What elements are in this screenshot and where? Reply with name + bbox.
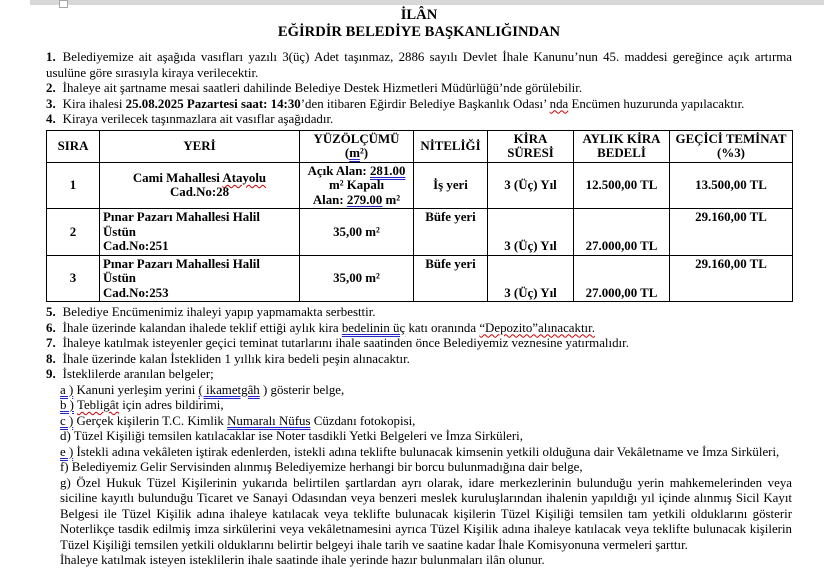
text-segment: katı oranında [405,320,480,335]
cell-line [577,239,666,254]
subclause-item [60,476,792,554]
text-segment: İsteklilerde aranılan belgeler; [62,367,214,381]
text-segment: Belediye Encümenimiz ihaleyi yapıp yapmamakta serbesttir. [62,305,376,319]
cell-line [50,178,96,193]
text-segment: Pınar Pazarı Mahallesi Halil Üstün [103,256,260,285]
text-segment: Cami Mahallesi [132,170,223,185]
doc-subtitle: EĞİRDİR BELEDİYE BAŞKANLIĞINDAN [277,24,561,40]
item-number: 5. [46,305,56,319]
text-segment: Cad.No:28 [169,185,230,200]
cell-line [50,225,96,240]
table-header-row-container [47,130,793,162]
cell-line [103,286,296,301]
text-segment: m² Kapalı [328,178,385,192]
item-number: 4. [46,112,56,126]
table-row [47,209,793,256]
cell-line [303,225,410,240]
text-segment: ²) [359,146,369,160]
text-segment: 3 (Üç) Yıl [504,178,557,192]
intro-item [46,97,792,113]
text-segment: 29.160,00 TL [695,210,767,224]
table-cell [47,255,100,302]
text-segment: İş yeri [433,178,468,192]
text-segment: SIRA [57,138,89,153]
table-cell [100,209,300,256]
cell-line [577,286,666,301]
text-segment: g) Özel Hukuk Tüzel Kişilerinin yukarıda belirtilen şartlardan ayrı olarak, idare merkezlerinin bulunduğu yerin mahkemelerinden veya siciline kayıtlı bulunduğu Ticaret ve Sanayi Odasından veya benzeri meslek kuruluşlarından ihalenin yapıldığı yıl içinde alınmış Sicil Kayıt Belgesi ile Tüzel Kişilik adına ihaleye katılacak veya teklifte bulunacak kişilerin Tüzel Kişiliği temsilen tam yetkili olduklarını gösterir Noterlikçe tasdik edilmiş imza sirkülerini veya vekâletnamesini ayrıca Tüzel Kişilik adına ihaleye katılacak veya teklifte bulunacak kişilerin Tüzel Kişiliği temsilen yetkili olduklarını belirtir belgeyi ihale tarih ve saatine kadar İhale Komisyonuna vermeleri şarttır. [60,475,792,552]
text-segment: d) Tüzel Kişiliği temsilen katılacaklar ise Noter tasdikli Yetki Belgeleri ve İmza Sirküleri, [60,429,523,443]
table-cell [100,255,300,302]
properties-table [46,130,793,303]
term-item [46,305,792,321]
table-cell [670,255,793,302]
intro-list [46,50,792,128]
header-line [50,139,96,154]
subclause-item [60,398,792,414]
text-segment: 27.000,00 TL [585,239,658,253]
cell-line [303,178,410,193]
table-cell [47,162,100,209]
cell-line [491,178,570,193]
table-cell [488,255,574,302]
text-segment: İstekli adına vekâleten iştirak edenlerden, istekli adına teklifte bulunacak kimsenin yetkili olduğuna dair Vekâletname ve İmza Sirküleri, [73,444,780,459]
text-segment: Açık Alan: [307,163,370,178]
text-segment: Cad.No:253 [103,285,169,300]
text-segment: Gerçek kişilerin T.C. Kimlik [73,413,228,428]
terms-list [46,305,792,383]
column-header [488,130,574,162]
text-segment: NİTELİĞİ [420,138,481,153]
subclause-item [60,383,792,399]
text-segment: 13.500,00 TL [695,178,767,192]
item-number: 3. [46,96,56,111]
text-segment: m [349,146,360,160]
table-cell [574,209,670,256]
cell-line [673,210,789,225]
column-header [300,130,414,162]
term-item [46,367,792,383]
text-segment: a ) [60,382,74,397]
cell-line [673,257,789,272]
subclause-item [60,414,792,430]
table-cell [100,162,300,209]
subclause-item [60,429,792,445]
cell-line [303,271,410,286]
item-number: 6. [46,320,56,335]
cell-line [673,178,789,193]
text-segment: 3 [69,271,77,285]
item-number: 1. [46,50,56,64]
cell-line [491,286,570,301]
text-segment: Cüzdanı fotokopisi, [310,413,416,428]
doc-title: İLÂN [400,7,438,23]
text-segment: İhale üzerinde kalan İstekliden 1 yıllık kira bedeli peşin alınacaktır. [62,351,410,366]
table-cell [488,209,574,256]
table-cell [300,209,414,256]
table-row [47,255,793,302]
text-segment: Alan: [312,192,347,207]
text-segment: ) gösterir belge, [259,382,345,397]
header-line [103,139,296,154]
table-cell [300,162,414,209]
text-segment: için adres bildirimi, [119,398,224,412]
subclause-item [60,445,792,461]
cell-line [303,193,410,208]
table-body [47,162,793,302]
item-number: 2. [46,81,56,95]
text-segment: nda [549,96,569,111]
table-cell [414,209,488,256]
intro-item [46,50,792,81]
header-line [491,132,570,161]
text-segment: ’den itibaren Eğirdir Belediye Başkanlık Odası’ [300,96,550,111]
cell-line [491,239,570,254]
cell-line [303,164,410,179]
text-segment: “Depozito”alınacaktır. [479,320,595,335]
text-segment: Encümen huzurunda yapılacaktır. [568,96,745,111]
column-header [670,130,793,162]
table-cell [488,162,574,209]
text-segment: Numaralı Nüfus [227,413,311,428]
text-segment: KİRA SÜRESİ [507,131,554,160]
term-item [46,321,792,337]
text-segment: Cad.No:251 [103,239,169,253]
text-segment: İhale üzerinde kalandan ihalede teklif ettiği aylık kira [62,320,342,335]
closing-paragraph-container [46,553,792,569]
cell-line [417,210,484,225]
table-row [47,162,793,209]
column-header [47,130,100,162]
text-segment: c ) [60,413,74,428]
text-segment: bedelinin üç [341,320,406,335]
term-item [46,336,792,352]
text-segment: (%3) [717,146,745,160]
text-segment: 3 (Üç) Yıl [504,239,557,253]
table-cell [670,209,793,256]
cell-line [103,257,296,286]
header-line [673,132,789,147]
text-segment: İhaleye katılmak isteyen isteklilerin ihale saatinde ihale yerinde hazır bulunmaları ilân olunur. [60,553,545,567]
cell-line [50,271,96,286]
table-cell [670,162,793,209]
text-segment: YERİ [183,138,216,153]
cell-line [103,210,296,239]
header-line [577,146,666,161]
page-top-edge [30,0,824,5]
text-segment: 29.160,00 TL [695,256,767,271]
text-segment: Atayolu [222,170,267,185]
column-header [100,130,300,162]
text-segment: 281.00 [369,163,406,178]
text-segment: Kira ihalesi [62,96,126,111]
text-segment: 12.500,00 TL [585,178,658,192]
text-segment: 279.00 [346,192,383,207]
document-page [46,7,792,569]
item-number: 7. [46,336,56,350]
intro-item [46,112,792,128]
table-cell [414,255,488,302]
text-segment: 27.000,00 TL [585,285,658,300]
text-segment: Büfe yeri [425,210,476,224]
table-header-row [47,130,793,162]
text-segment: m² [382,192,401,207]
text-segment: 1 [69,178,77,192]
text-segment: Kanuni yerleşim yerini [73,382,199,397]
text-segment: AYLIK KİRA [582,131,661,146]
text-segment: Kiraya verilecek taşınmazlara ait vasıflar aşağıdadır. [62,112,334,126]
cell-line [417,178,484,193]
text-segment: 25.08.2025 Pazartesi saat: 14:30 [125,96,301,111]
text-segment: İhaleye ait şartname mesai saatleri dahilinde Belediye Destek Hizmetleri Müdürlüğü’nde görülebilir. [62,81,583,95]
subclause-item [60,460,792,476]
text-segment: b ) [60,398,74,412]
intro-item [46,81,792,97]
header-line [673,146,789,161]
cell-line [103,239,296,254]
header-line [303,146,410,161]
cell-line [103,171,296,200]
item-number: 8. [46,351,56,366]
text-segment: İhaleye katılmak isteyenler geçici teminat tutarlarını ihale saatinden önce Belediyemiz veznesine yatırmalıdır. [62,336,629,350]
text-segment: 3 (Üç) Yıl [504,285,557,300]
term-item [46,352,792,368]
text-segment: BEDELİ [597,146,646,160]
table-cell [574,255,670,302]
text-segment: ( [344,146,350,160]
text-segment: ( ikametgâh [198,382,260,397]
text-segment: Pınar Pazarı Mahallesi Halil Üstün [103,210,260,239]
cell-line [577,178,666,193]
text-segment: Tebligât [76,398,120,412]
table-cell [300,255,414,302]
text-segment: Büfe yeri [425,256,476,271]
table-cell [574,162,670,209]
column-header [574,130,670,162]
text-segment: 35,00 m² [333,271,380,285]
text-segment: YÜZÖLÇÜMÜ [313,131,400,146]
item-number: 9. [46,367,56,381]
header-line [417,139,484,154]
text-segment: 35,00 m² [333,224,380,239]
closing-paragraph [60,553,792,569]
table-cell [414,162,488,209]
text-segment: f) Belediyemiz Gelir Servisinden alınmış Belediyemize herhangi bir borcu bulunmadığına dair belge, [60,460,583,474]
text-segment: GEÇİCİ TEMİNAT [675,131,787,146]
header-line [577,132,666,147]
subclauses-list [46,383,792,554]
text-segment: 2 [69,224,77,239]
text-segment: e ) [60,444,74,459]
cell-line [417,257,484,272]
header-line [303,132,410,147]
column-header [414,130,488,162]
table-cell [47,209,100,256]
title-gap [46,41,792,50]
text-segment: Belediyemize ait aşağıda vasıfları yazılı 3(üç) Adet taşınmaz, 2886 sayılı Devlet İhale Kanunu’nun 45. maddesi gereğince açık artırma usulüne göre sırasıyla kiraya verilecektir. [46,50,792,80]
